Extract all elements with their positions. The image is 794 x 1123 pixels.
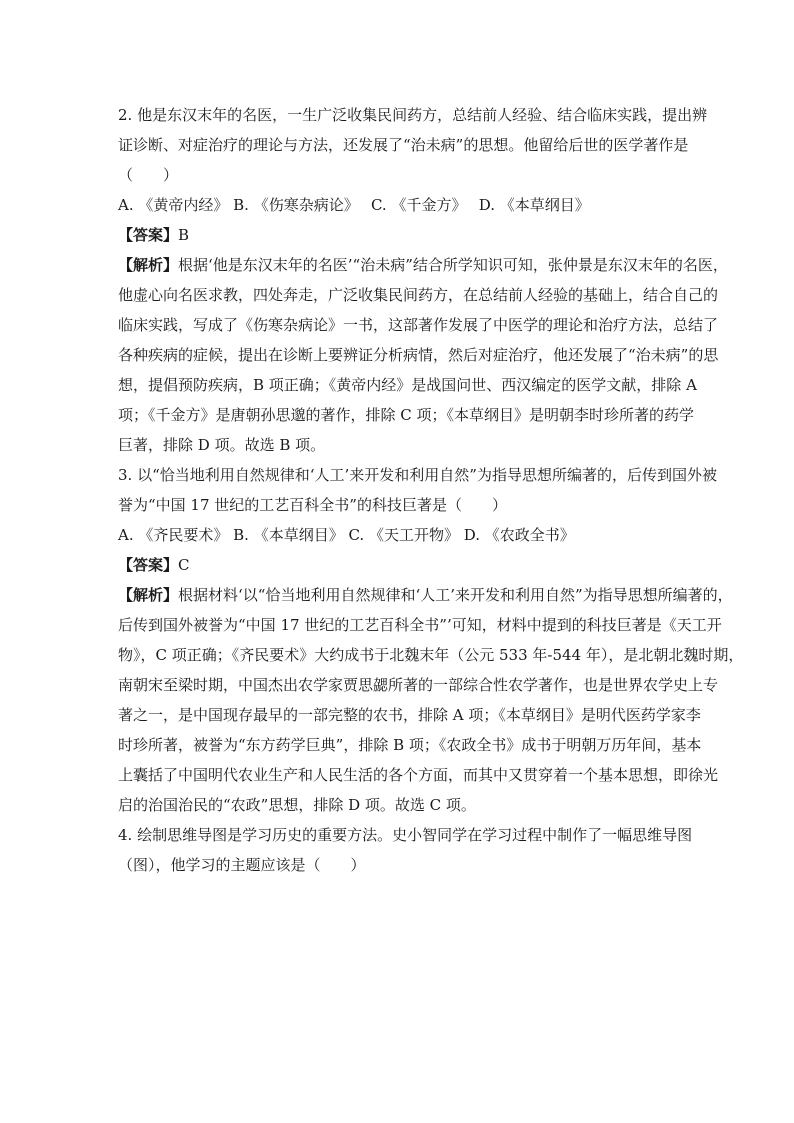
analysis-line: 他虚心向名医求教，四处奔走，广泛收集民间药方，在总结前人经验的基础上，结合自己的 <box>118 286 719 304</box>
analysis-text: 根据‘他是东汉末年的名医’“治未病”结合所学知识可知，张仲景是东汉末年的名医， <box>178 256 728 274</box>
answer-tag: 【答案】 <box>118 226 179 244</box>
analysis-line: 想，提倡预防疾病，B 项正确；《黄帝内经》是战国问世、西汉编定的医学文献，排除 A <box>118 376 697 394</box>
question-options: A. 《黄帝内经》 B. 《伤寒杂病论》 C. 《千金方》 D. 《本草纲目》 <box>118 196 590 214</box>
question-stem-line: （ ） <box>118 166 179 184</box>
question-2 <box>118 100 728 460</box>
analysis-text: 根据材料‘以“恰当地利用自然规律和‘人工’来开发和利用自然”为指导思想所编著的， <box>178 586 733 604</box>
question-stem-line: 4. 绘制思维导图是学习历史的重要方法。史小智同学在学习过程中制作了一幅思维导图 <box>118 826 693 844</box>
analysis-line: 物》，C 项正确；《齐民要术》大约成书于北魏末年（公元 533 年-544 年），是北朝北魏时期， <box>118 646 744 664</box>
analysis-line: 上囊括了中国明代农业生产和人民生活的各个方面，而其中又贯穿着一个基本思想，即徐光 <box>118 766 719 784</box>
answer-line <box>118 550 678 580</box>
analysis-line <box>118 580 733 610</box>
answer-value: B <box>178 226 190 244</box>
answer-value: C <box>178 556 190 574</box>
document-page <box>118 100 744 880</box>
analysis-line: 各种疾病的症候，提出在诊断上要辨证分析病情，然后对症治疗，他还发展了“治未病”的思 <box>118 346 719 364</box>
question-stem-line: （图），他学习的主题应该是（ ） <box>118 856 366 874</box>
question-stem-line: 誉为“中国 17 世纪的工艺百科全书”的科技巨著是（ ） <box>118 496 507 514</box>
question-3 <box>118 460 744 820</box>
analysis-line: 后传到国外被誉为“中国 17 世纪的工艺百科全书”’可知，材料中提到的科技巨著是《天工开 <box>118 616 722 634</box>
question-stem-line: 证诊断、对症治疗的理论与方法，还发展了“治未病”的思想。他留给后世的医学著作是 <box>118 136 689 154</box>
analysis-line: 著之一，是中国现存最早的一部完整的农书，排除 A 项；《本草纲目》是明代医药学家李 <box>118 706 701 724</box>
analysis-line: 启的治国治民的“农政”思想，排除 D 项。故选 C 项。 <box>118 796 476 814</box>
answer-line <box>118 220 678 250</box>
question-options: A. 《齐民要术》 B. 《本草纲目》 C. 《天工开物》 D. 《农政全书》 <box>118 526 575 544</box>
answer-tag: 【答案】 <box>118 556 179 574</box>
analysis-tag: 【解析】 <box>118 256 179 274</box>
analysis-line: 项；《千金方》是唐朝孙思邈的著作，排除 C 项；《本草纲目》是明朝李时珍所著的药学 <box>118 406 695 424</box>
analysis-line <box>118 250 728 280</box>
analysis-line: 巨著，排除 D 项。故选 B 项。 <box>118 436 326 454</box>
question-4 <box>118 820 693 880</box>
analysis-line: 南朝宋至梁时期，中国杰出农学家贾思勰所著的一部综合性农学著作，也是世界农学史上专 <box>118 676 719 694</box>
analysis-tag: 【解析】 <box>118 586 179 604</box>
analysis-line: 临床实践，写成了《伤寒杂病论》一书，这部著作发展了中医学的理论和治疗方法，总结了 <box>118 316 719 334</box>
analysis-line: 时珍所著，被誉为“东方药学巨典”，排除 B 项；《农政全书》成书于明朝万历年间，基本 <box>118 736 702 754</box>
question-stem-line: 2. 他是东汉末年的名医，一生广泛收集民间药方，总结前人经验、结合临床实践，提出辨 <box>118 106 708 124</box>
question-stem-line: 3. 以“恰当地利用自然规律和‘人工’来开发和利用自然”为指导思想所编著的，后传到国外被 <box>118 466 717 484</box>
